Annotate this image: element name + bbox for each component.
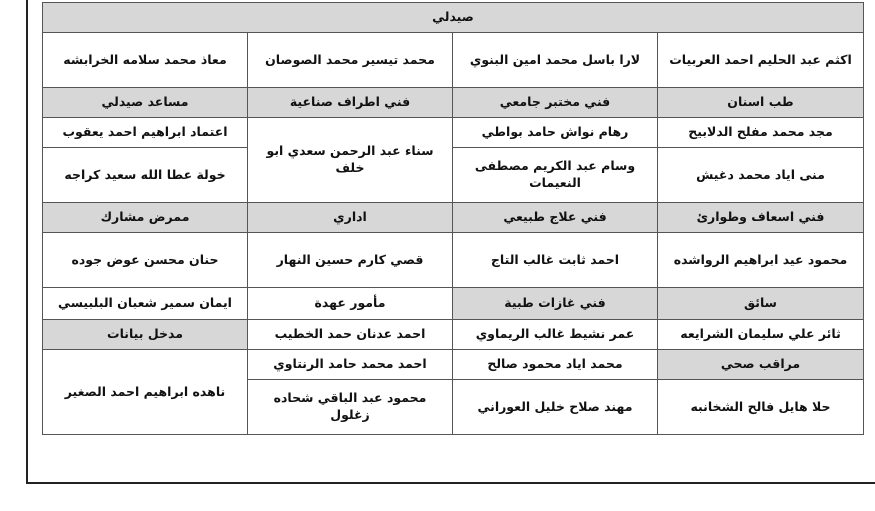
table-row [43,88,864,118]
table-row [43,203,864,233]
table-cell: مجد محمد مفلح الدلابيح [658,118,864,148]
table-cell: ناهده ابراهيم احمد الصغير [43,350,248,435]
table-cell: فني غازات طبية [453,288,658,320]
table-cell: منى اياد محمد دغيش [658,148,864,203]
table-row [43,288,864,320]
table-row [43,118,864,148]
staff-table [42,2,864,435]
table-cell: احمد ثابت غالب التاج [453,233,658,288]
table-row [43,350,864,380]
table-cell: ثائر علي سليمان الشرايعه [658,320,864,350]
table-cell: معاذ محمد سلامه الخرابشه [43,33,248,88]
table-cell: خولة عطا الله سعيد كراجه [43,148,248,203]
table-cell: رهام نواش حامد بواطي [453,118,658,148]
table-cell: ممرض مشارك [43,203,248,233]
table-cell: محمد اياد محمود صالح [453,350,658,380]
table-cell: قصي كارم حسين النهار [248,233,453,288]
table-cell: سناء عبد الرحمن سعدي ابو خلف [248,118,453,203]
table-cell: طب اسنان [658,88,864,118]
section-header: صيدلي [43,3,864,33]
table-cell: فني اسعاف وطوارئ [658,203,864,233]
table-cell: لارا باسل محمد امين البنوي [453,33,658,88]
table-cell: مدخل بيانات [43,320,248,350]
table-cell: وسام عبد الكريم مصطفى النعيمات [453,148,658,203]
table-cell: سائق [658,288,864,320]
table-cell: ايمان سمير شعبان البلبيسي [43,288,248,320]
table-cell: مأمور عهدة [248,288,453,320]
table-cell: فني علاج طبيعي [453,203,658,233]
table-cell: محمود عبد الباقي شحاده زغلول [248,380,453,435]
table-cell: فني اطراف صناعية [248,88,453,118]
table-cell: محمود عيد ابراهيم الرواشده [658,233,864,288]
table-row [43,320,864,350]
table-cell: محمد تيسير محمد الصوصان [248,33,453,88]
table-cell: اكثم عبد الحليم احمد العربيات [658,33,864,88]
table-cell: احمد عدنان حمد الخطيب [248,320,453,350]
table-cell: فني مختبر جامعي [453,88,658,118]
table-row [43,33,864,88]
table-cell: عمر نشيط غالب الريماوي [453,320,658,350]
table-cell: مساعد صيدلي [43,88,248,118]
table-cell: مهند صلاح خليل العوراني [453,380,658,435]
table-cell: حنان محسن عوض جوده [43,233,248,288]
table-cell: اعتماد ابراهيم احمد يعقوب [43,118,248,148]
table-cell: حلا هايل فالح الشخانبه [658,380,864,435]
table-cell: مراقب صحي [658,350,864,380]
table-row [43,148,864,203]
table-row [43,233,864,288]
table-cell: اداري [248,203,453,233]
table-cell: احمد محمد حامد الرنتاوي [248,350,453,380]
